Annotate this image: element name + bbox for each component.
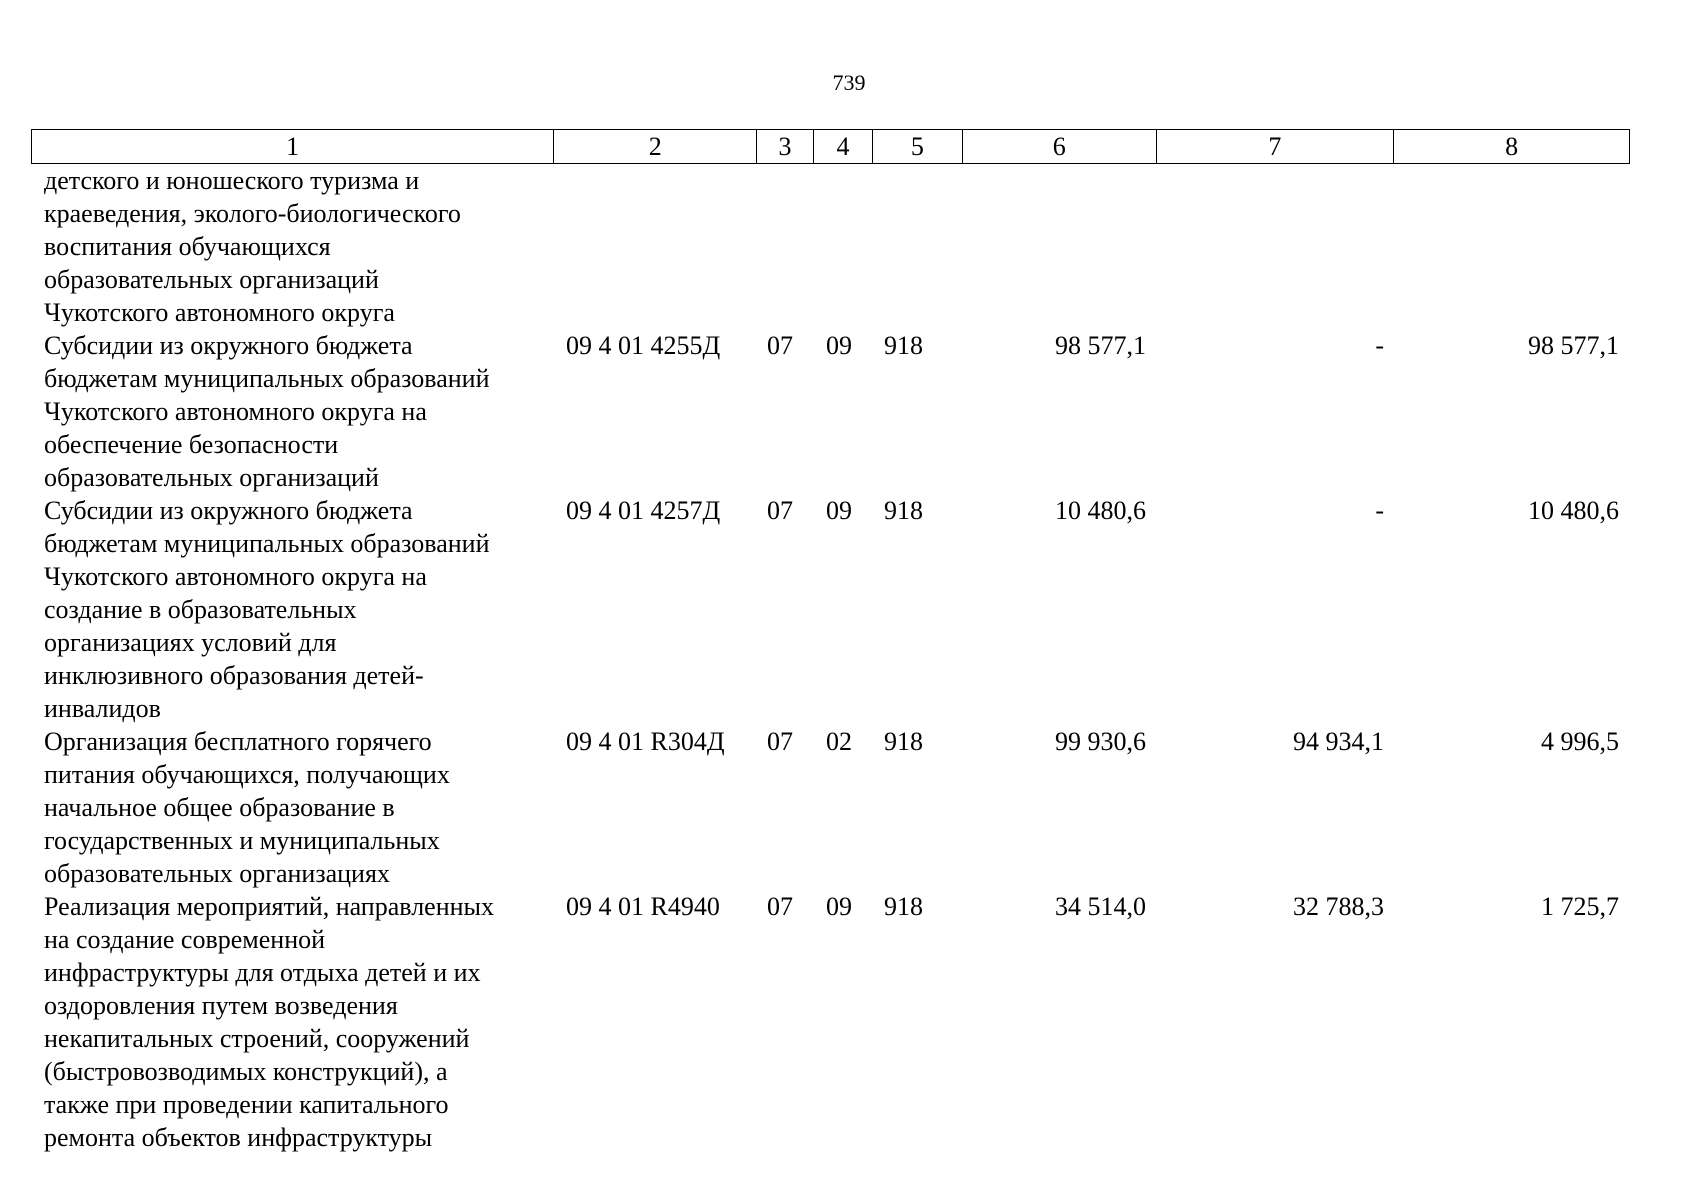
row-name-line: также при проведении капитального xyxy=(44,1090,449,1119)
row-name-line: инвалидов xyxy=(44,694,161,723)
row-rz-cell: 07 xyxy=(767,727,793,756)
row-total-cell xyxy=(963,164,1157,329)
row-name-line: образовательных организаций xyxy=(44,463,379,492)
row-name-line: образовательных организациях xyxy=(44,859,390,888)
page-number: 739 xyxy=(832,70,866,95)
row-name-line: Чукотского автономного округа xyxy=(44,298,395,327)
row-regional-cell xyxy=(1395,164,1630,329)
row-federal-cell: - xyxy=(1375,331,1384,360)
row-name-line: создание в образовательных xyxy=(44,595,357,624)
column-header-3: 3 xyxy=(757,130,814,163)
row-pr-cell xyxy=(814,164,873,329)
row-regional-cell: 1 725,7 xyxy=(1541,892,1619,921)
row-rz-cell: 07 xyxy=(767,496,793,525)
table-row xyxy=(31,890,1630,1154)
row-federal-cell: 94 934,1 xyxy=(1293,727,1384,756)
row-name-line: питания обучающихся, получающих xyxy=(44,760,450,789)
row-name-cell xyxy=(31,329,554,494)
row-pr-cell: 09 xyxy=(826,892,852,921)
row-name-line: образовательных организаций xyxy=(44,265,379,294)
table-header-row xyxy=(31,129,1630,164)
row-federal-cell xyxy=(1157,164,1395,329)
row-name-line: детского и юношеского туризма и xyxy=(44,166,420,195)
row-total-cell: 98 577,1 xyxy=(1055,331,1146,360)
row-name-line: бюджетам муниципальных образований xyxy=(44,364,490,393)
row-name-line: Чукотского автономного округа на xyxy=(44,562,427,591)
column-header-4: 4 xyxy=(814,130,873,163)
row-name-line: Чукотского автономного округа на xyxy=(44,397,427,426)
row-pr-cell: 09 xyxy=(826,331,852,360)
row-pr-cell: 02 xyxy=(826,727,852,756)
row-federal-cell: - xyxy=(1375,496,1384,525)
row-name-line: Реализация мероприятий, направленных xyxy=(44,892,495,921)
column-header-6: 6 xyxy=(963,130,1157,163)
row-code-cell: 09 4 01 R4940 xyxy=(566,892,720,921)
row-regional-cell: 10 480,6 xyxy=(1528,496,1619,525)
column-header-8: 8 xyxy=(1505,132,1519,161)
row-name-line: оздоровления путем возведения xyxy=(44,991,398,1020)
row-grbs-cell: 918 xyxy=(884,727,923,756)
table-row xyxy=(31,725,1630,890)
table-row xyxy=(31,494,1630,725)
row-regional-cell: 98 577,1 xyxy=(1528,331,1619,360)
row-name-line: Субсидии из окружного бюджета xyxy=(44,496,413,525)
row-name-line: воспитания обучающихся xyxy=(44,232,331,261)
row-name-line: на создание современной xyxy=(44,925,326,954)
row-name-cell xyxy=(31,890,554,1154)
column-header-1: 1 xyxy=(32,130,554,163)
row-regional-cell: 4 996,5 xyxy=(1541,727,1619,756)
row-rz-cell xyxy=(757,164,814,329)
row-grbs-cell xyxy=(873,164,963,329)
column-header-7: 7 xyxy=(1157,130,1395,163)
row-code-cell xyxy=(554,164,757,329)
row-rz-cell: 07 xyxy=(767,892,793,921)
row-name-line: начальное общее образование в xyxy=(44,793,395,822)
row-name-line: бюджетам муниципальных образований xyxy=(44,529,490,558)
row-name-line: Субсидии из окружного бюджета xyxy=(44,331,413,360)
row-name-line: Организация бесплатного горячего xyxy=(44,727,432,756)
row-name-line: (быстровозводимых конструкций), а xyxy=(44,1057,448,1086)
row-name-line: краеведения, эколого-биологического xyxy=(44,199,461,228)
row-federal-cell: 32 788,3 xyxy=(1293,892,1384,921)
row-name-cell xyxy=(31,725,554,890)
row-grbs-cell: 918 xyxy=(884,892,923,921)
row-name-line: некапитальных строений, сооружений xyxy=(44,1024,470,1053)
row-code-cell: 09 4 01 4257Д xyxy=(566,496,721,525)
table-body xyxy=(31,164,1630,1154)
row-name-cell xyxy=(31,164,554,329)
column-header-2: 2 xyxy=(554,130,757,163)
row-total-cell: 10 480,6 xyxy=(1055,496,1146,525)
row-code-cell: 09 4 01 R304Д xyxy=(566,727,725,756)
row-grbs-cell: 918 xyxy=(884,331,923,360)
row-name-line: организациях условий для xyxy=(44,628,337,657)
row-grbs-cell: 918 xyxy=(884,496,923,525)
row-name-line: обеспечение безопасности xyxy=(44,430,339,459)
row-rz-cell: 07 xyxy=(767,331,793,360)
row-code-cell: 09 4 01 4255Д xyxy=(566,331,721,360)
table-row xyxy=(31,329,1630,494)
row-total-cell: 99 930,6 xyxy=(1055,727,1146,756)
column-header-5: 5 xyxy=(873,130,963,163)
row-name-line: инклюзивного образования детей- xyxy=(44,661,424,690)
row-total-cell: 34 514,0 xyxy=(1055,892,1146,921)
table-row xyxy=(31,164,1630,329)
row-name-line: инфраструктуры для отдыха детей и их xyxy=(44,958,481,987)
row-name-line: ремонта объектов инфраструктуры xyxy=(44,1123,433,1152)
row-name-line: государственных и муниципальных xyxy=(44,826,440,855)
row-name-cell xyxy=(31,494,554,725)
row-pr-cell: 09 xyxy=(826,496,852,525)
